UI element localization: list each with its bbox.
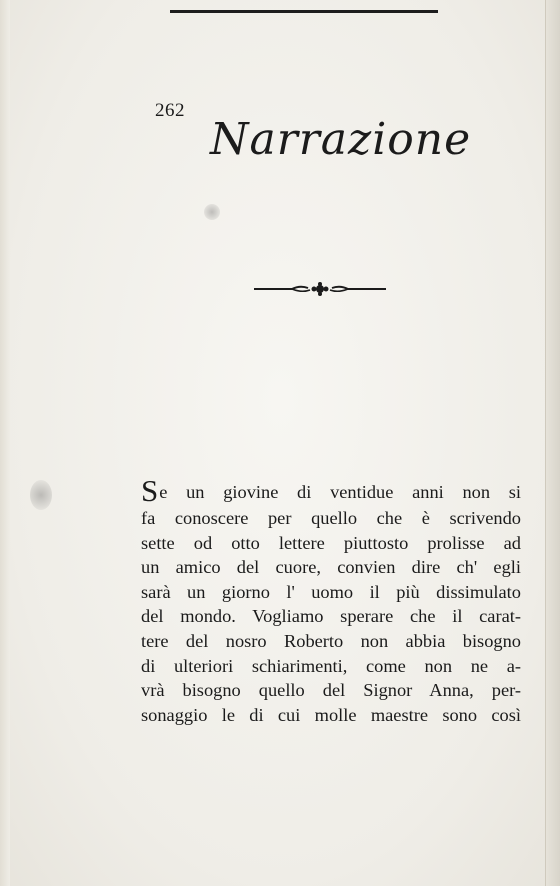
- text-line: sonaggio le di cui molle maestre sono così: [141, 704, 521, 725]
- chapter-title: Narrazione: [210, 114, 472, 165]
- text-line: di ulteriori schiarimenti, come non ne a-: [141, 655, 521, 676]
- text-line: del mondo. Vogliamo sperare che il carat-: [141, 606, 521, 627]
- fleuron-divider-icon: [252, 279, 388, 299]
- ink-smudge: [204, 204, 220, 220]
- text-line: sarà un giorno l' uomo il più dissimulato: [141, 581, 521, 602]
- page-left-edge: [0, 0, 10, 886]
- text-line-1: [141, 475, 521, 506]
- text-line: fa conoscere per quello che è scrivendo: [141, 508, 521, 528]
- header-rule: [170, 10, 438, 13]
- text-line: un amico del cuore, convien dire ch' egli: [141, 557, 521, 578]
- text-line: tere del nosro Roberto non abbia bisogno: [141, 630, 521, 651]
- first-line-text: e un giovine di ventidue anni non si: [159, 482, 521, 502]
- ink-smudge: [30, 480, 52, 510]
- page-right-edge: [545, 0, 560, 886]
- drop-cap: S: [141, 473, 159, 508]
- text-line: sette od otto lettere piuttosto prolisse ad: [141, 532, 521, 553]
- body-paragraph: [141, 475, 521, 727]
- page-number: 262: [155, 100, 185, 121]
- text-line: vrà bisogno quello del Signor Anna, per-: [141, 680, 521, 701]
